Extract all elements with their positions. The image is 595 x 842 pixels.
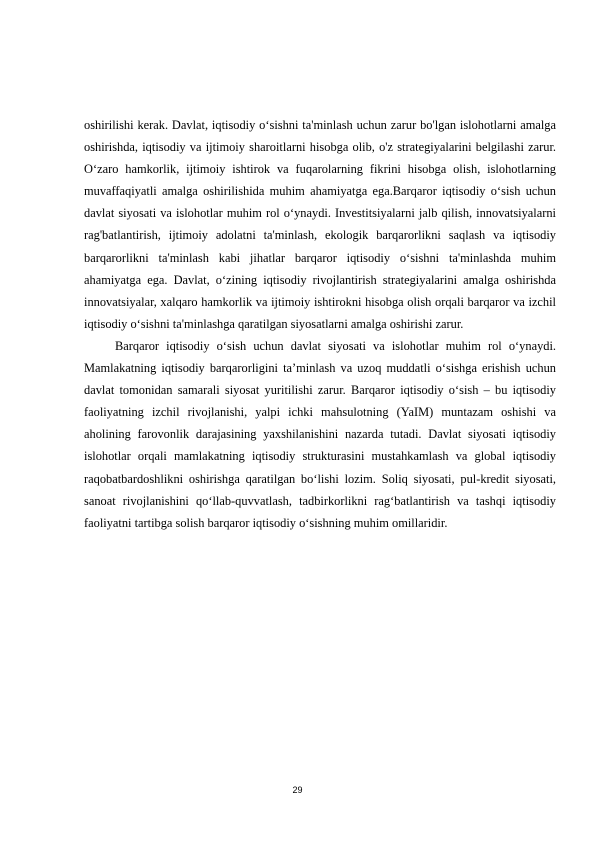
paragraph-2: Barqaror iqtisodiy o‘sish uchun davlat siyosati va islohotlar muhim rol o‘ynaydi. Mamlakatning iqtisodiy barqarorligini ta’minlash va uzoq muddatli o‘sishga erishish uchun davlat tomonidan samarali siyosat yuritilishi zarur. Barqaror iqtisodiy o‘sish – bu iqtisodiy faoliyatning izchil rivojlanishi, yalpi ichki mahsulotning (YaIM) muntazam oshishi va aholining farovonlik darajasining yaxshilanishini nazarda tutadi. Davlat siyosati iqtisodiy islohotlar orqali mamlakatning iqtisodiy strukturasini mustahkamlash va global iqtisodiy raqobatbardoshlikni oshirishga qaratilgan bo‘lishi lozim. Soliq siyosati, pul-kredit siyosati, sanoat rivojlanishini qo‘llab-quvvatlash, tadbirkorlikni rag‘batlantirish va tashqi iqtisodiy faoliyatni tartibga solish barqaror iqtisodiy o‘sishning muhim omillaridir. (84, 338, 556, 530)
page-number: 29 (292, 785, 303, 795)
paragraph-1: oshirilishi kerak. Davlat, iqtisodiy o‘sishni ta'minlash uchun zarur bo'lgan islohotlarni amalga oshirishda, iqtisodiy va ijtimoiy sharoitlarni hisobga olib, o'z strategiyalarini belgilashi zarur. O‘zaro hamkorlik, ijtimoiy ishtirok va fuqarolarning fikrini hisobga olish, islohotlarning muvaffaqiyatli amalga oshirilishida muhim ahamiyatga ega.Barqaror iqtisodiy o‘sish uchun davlat siyosati va islohotlar muhim rol o‘ynaydi. Investitsiyalarni jalb qilish, innovatsiyalarni rag'batlantirish, ijtimoiy adolatni ta'minlash, ekologik barqarorlikni saqlash va iqtisodiy barqarorlikni ta'minlash kabi jihatlar barqaror iqtisodiy o‘sishni ta'minlashda muhim ahamiyatga ega. Davlat, o‘zining iqtisodiy rivojlantirish strategiyalarini amalga oshirishda innovatsiyalar, xalqaro hamkorlik va ijtimoiy ishtirokni hisobga olish orqali barqaror va izchil iqtisodiy o‘sishni ta'minlashga qaratilgan siyosatlarni amalga oshirishi zarur. (84, 118, 556, 331)
body-text (84, 114, 556, 534)
